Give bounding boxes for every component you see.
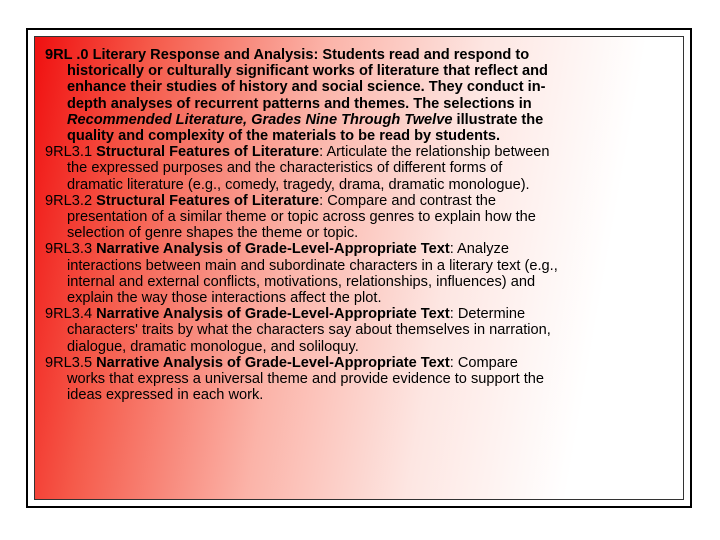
intro-line-5 [45,112,675,128]
standard-line: interactions between main and subordinate characters in a literary text (e.g., [67,257,558,274]
standard-text: : Compare [449,354,518,371]
standard-line: presentation of a similar theme or topic across genres to explain how the [67,209,536,226]
standard-9rl3-4 [45,306,675,355]
standard-heading [45,241,675,257]
outer-frame [26,28,692,508]
standard-heading [45,306,675,322]
intro-paragraph [45,47,675,144]
standard-code: 9RL3.4 [45,306,97,323]
standard-9rl3-5 [45,355,675,404]
standard-code: 9RL3.3 [45,241,97,258]
standard-line: ideas expressed in each work. [67,387,264,404]
content-panel [34,36,684,500]
intro-line-1: 9RL .0 Literary Response and Analysis: Students read and respond to [45,47,530,63]
standard-line: selection of genre shapes the theme or topic. [67,225,359,242]
intro-line-4: depth analyses of recurrent patterns and themes. The selections in [67,95,532,112]
standard-line: the expressed purposes and the characteristics of different forms of [67,160,503,177]
standard-title: Narrative Analysis of Grade-Level-Appropriate Text [96,354,450,371]
standard-line: characters' traits by what the characters say about themselves in narration, [67,322,551,339]
standard-line: dialogue, dramatic monologue, and soliloquy. [67,338,359,355]
standard-code: 9RL3.1 [45,144,97,161]
standard-9rl3-1 [45,144,675,193]
standard-text: : Compare and contrast the [319,192,496,209]
standard-9rl3-2 [45,193,675,242]
standard-line: internal and external conflicts, motivations, relationships, influences) and [67,273,536,290]
intro-line-6: quality and complexity of the materials to be read by students. [67,128,501,145]
standard-title: Narrative Analysis of Grade-Level-Appropriate Text [96,306,450,323]
standard-9rl3-3 [45,241,675,306]
standard-line: dramatic literature (e.g., comedy, tragedy, drama, dramatic monologue). [67,176,530,193]
standard-title: Structural Features of Literature [96,144,320,161]
standard-heading [45,355,675,371]
standard-title: Narrative Analysis of Grade-Level-Appropriate Text [96,241,450,258]
standard-line: works that express a universal theme and provide evidence to support the [67,371,544,388]
standard-title: Structural Features of Literature [96,192,320,209]
intro-line-5-rest: illustrate the [452,111,544,128]
standard-text: : Articulate the relationship between [319,144,550,161]
standard-heading [45,193,675,209]
intro-line-3: enhance their studies of history and social science. They conduct in- [67,79,546,96]
standard-text: : Analyze [449,241,509,258]
standard-code: 9RL3.2 [45,192,97,209]
standard-line: explain the way those interactions affect the plot. [67,290,382,307]
standard-text: : Determine [449,306,526,323]
intro-book-title: Recommended Literature, Grades Nine Through Twelve [67,111,453,128]
standard-code: 9RL3.5 [45,354,97,371]
intro-line-2: historically or culturally significant works of literature that reflect and [67,63,548,80]
standard-heading [45,144,675,160]
